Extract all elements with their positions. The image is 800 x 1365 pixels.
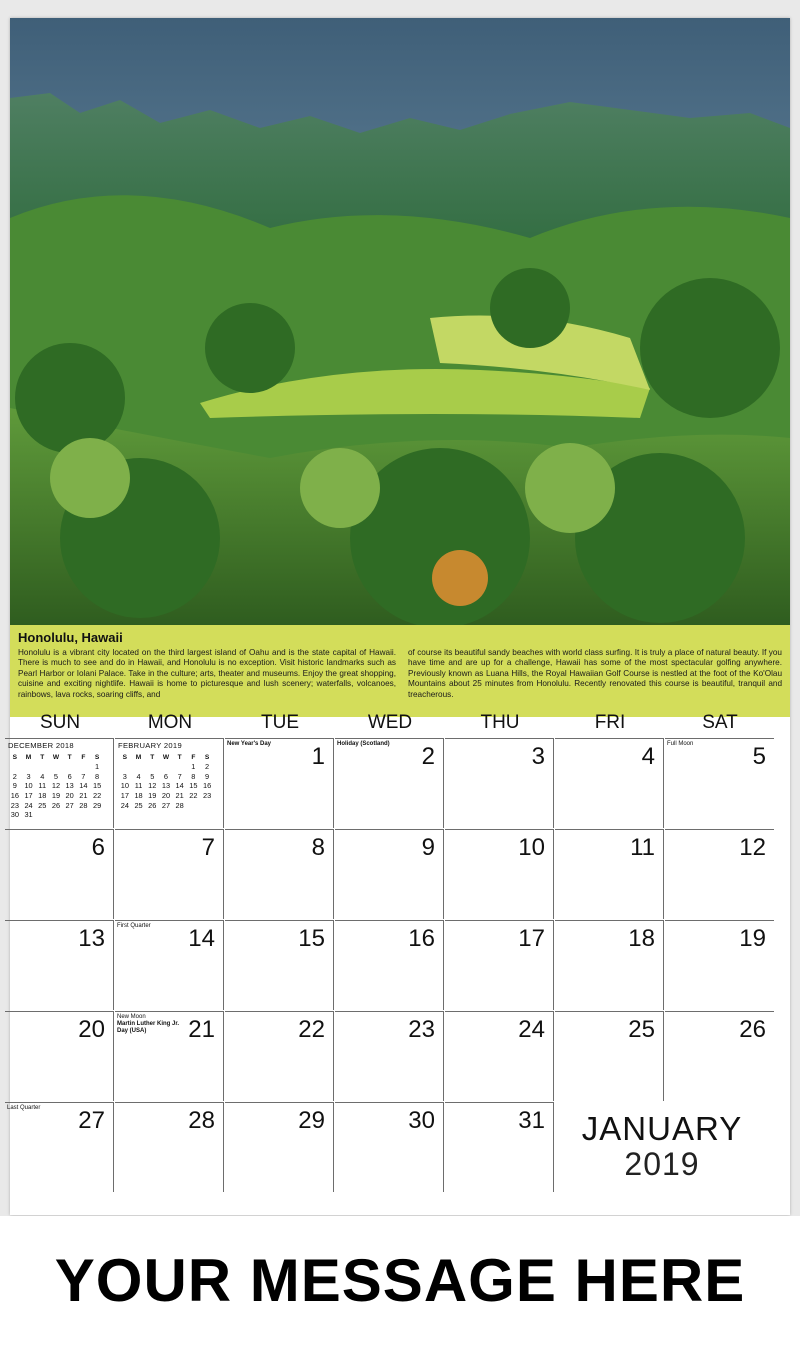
- mini-calendar-day: 6: [67, 771, 72, 781]
- mini-calendar-day: 15: [92, 781, 102, 791]
- mini-calendar-day: 22: [92, 791, 102, 801]
- mini-calendar-day: 28: [175, 800, 184, 810]
- day-number: 27: [78, 1107, 105, 1134]
- day-number: 11: [630, 834, 655, 861]
- day-cell: [115, 829, 224, 919]
- month-label: [552, 1110, 772, 1183]
- mini-calendar-day: 8: [191, 771, 196, 781]
- mini-calendar-day: 24: [120, 800, 129, 810]
- mini-calendar-day: 14: [175, 781, 184, 791]
- day-number: 8: [311, 834, 325, 861]
- mini-calendar-day: 11: [38, 781, 47, 791]
- day-note: [227, 741, 271, 748]
- day-note: [117, 923, 151, 930]
- mini-calendar-day: 1: [191, 762, 196, 772]
- day-number: 18: [628, 925, 655, 952]
- day-number: 22: [298, 1016, 325, 1043]
- mini-calendar-day: 3: [122, 771, 127, 781]
- mini-calendar-day: [200, 800, 214, 810]
- mini-calendar-day: 21: [79, 791, 88, 801]
- day-cell: [5, 1011, 114, 1101]
- mini-calendar-day: 5: [150, 771, 155, 781]
- day-note: [7, 1105, 40, 1112]
- mini-calendar-day: [49, 810, 63, 820]
- mini-calendar-day: 27: [161, 800, 171, 810]
- day-cell: [225, 738, 334, 828]
- mini-calendar-day: 20: [161, 791, 171, 801]
- day-cell: [335, 1102, 444, 1192]
- day-number: 17: [518, 925, 545, 952]
- mini-calendar-day: 21: [175, 791, 184, 801]
- advertising-area: [0, 1216, 800, 1365]
- day-cell: [225, 1102, 334, 1192]
- day-number: 23: [408, 1016, 435, 1043]
- day-number: 31: [518, 1107, 545, 1134]
- mini-calendar-day: 12: [148, 781, 157, 791]
- day-cell: [335, 1011, 444, 1101]
- mini-calendar-day: 10: [24, 781, 33, 791]
- ad-message: YOUR MESSAGE HERE: [54, 1247, 746, 1314]
- mini-calendar-day: 19: [51, 791, 61, 801]
- mini-calendar-day: 28: [79, 800, 88, 810]
- day-cell: [555, 738, 664, 828]
- mini-calendar-day: [63, 810, 77, 820]
- caption-text-right: of course its beautiful sandy beaches with world class surfing. It is truly a place of natural beauty. If you have time and are up for a challenge, Hawaii has some of the most spectacular golfing anywhere. Previously known as Luana Hills, the Royal Hawaiian Golf Course is nestled at the foot of the Ko'Olau Mountains about 25 minutes from Honolulu. Recently renovated this course is beautiful, tranquil and treacherous.: [408, 648, 782, 699]
- mini-calendar-day: 13: [65, 781, 74, 791]
- day-cell: [225, 920, 334, 1010]
- day-cell: [445, 829, 554, 919]
- day-of-week-tue: TUE: [261, 712, 299, 733]
- mini-calendar-weekday: S: [12, 753, 18, 761]
- day-number: 7: [201, 834, 215, 861]
- mini-calendar-weekday: S: [94, 753, 100, 761]
- day-note-text: New Moon: [117, 1014, 146, 1020]
- mini-calendar-day: 2: [205, 762, 210, 772]
- mini-calendar-day: 13: [161, 781, 171, 791]
- mini-calendar-day: 29: [92, 800, 102, 810]
- mini-calendar-day: 20: [65, 791, 74, 801]
- mini-calendar-day: 4: [40, 771, 45, 781]
- mini-calendar-day: 5: [53, 771, 59, 781]
- mini-calendar-day: [132, 762, 146, 772]
- day-cell: [115, 738, 224, 828]
- photo-caption: [10, 625, 790, 717]
- day-note: [117, 1014, 187, 1035]
- day-number: 21: [188, 1016, 215, 1043]
- mini-calendar-weekday: S: [204, 753, 210, 761]
- mini-calendar-day: 31: [24, 810, 33, 820]
- day-number: 14: [188, 925, 215, 952]
- mini-calendar-day: 25: [134, 800, 143, 810]
- mini-calendar-day: 8: [95, 771, 100, 781]
- mini-calendar-day: 18: [134, 791, 143, 801]
- mini-calendar-weekday: F: [191, 753, 196, 761]
- mini-calendar-day: [118, 762, 132, 772]
- day-cell: [225, 1011, 334, 1101]
- mini-calendar-day: [187, 800, 201, 810]
- day-of-week-sat: SAT: [702, 712, 738, 733]
- mini-calendar-day: [145, 762, 159, 772]
- day-number: 29: [298, 1107, 325, 1134]
- mini-calendar-weekday: T: [150, 753, 155, 761]
- day-number: 28: [188, 1107, 215, 1134]
- day-cell: [555, 829, 664, 919]
- day-cell: [445, 1011, 554, 1101]
- mini-calendar-day: 14: [79, 781, 88, 791]
- mini-calendar-weekday: T: [40, 753, 45, 761]
- mini-calendar-weekday: M: [135, 753, 142, 761]
- mini-calendar-mini_prev: [8, 741, 110, 820]
- mini-calendar-title: FEBRUARY 2019: [118, 741, 182, 750]
- mini-calendar-weekday: W: [162, 753, 170, 761]
- day-cell: [335, 738, 444, 828]
- mini-calendar-day: 7: [81, 771, 86, 781]
- day-cell: [335, 920, 444, 1010]
- day-cell: [445, 1102, 554, 1192]
- mini-calendar-day: 11: [134, 781, 143, 791]
- mini-calendar-day: [63, 762, 77, 772]
- day-cell: [5, 1102, 114, 1192]
- mini-calendar-day: 9: [12, 781, 17, 791]
- day-cell: [665, 829, 774, 919]
- day-cell: [445, 920, 554, 1010]
- day-number: 25: [628, 1016, 655, 1043]
- day-number: 10: [518, 834, 545, 861]
- day-cell: [5, 738, 114, 828]
- mini-calendar-day: 1: [95, 762, 100, 772]
- day-cell: [555, 920, 664, 1010]
- day-of-week-mon: MON: [147, 712, 193, 733]
- mini-calendar-day: 12: [51, 781, 61, 791]
- day-number: 12: [739, 834, 766, 861]
- mini-calendar-day: [77, 762, 91, 772]
- day-note-text: Last Quarter: [7, 1105, 41, 1111]
- month-year: 2019: [624, 1146, 700, 1182]
- day-number: 13: [78, 925, 105, 952]
- day-of-week-wed: WED: [367, 712, 413, 733]
- mini-calendar-day: 22: [189, 791, 198, 801]
- mini-calendar-day: 26: [148, 800, 157, 810]
- mini-calendar-day: 3: [26, 771, 31, 781]
- day-cell: [115, 1102, 224, 1192]
- day-note: [667, 741, 693, 748]
- mini-calendar-weekday: T: [67, 753, 72, 761]
- day-cell: [665, 1011, 774, 1101]
- mini-calendar-day: [35, 762, 49, 772]
- day-of-week-thu: THU: [480, 712, 520, 733]
- day-number: 2: [421, 743, 435, 770]
- mini-calendar-day: [77, 810, 91, 820]
- mini-calendar-day: 26: [51, 800, 61, 810]
- mini-calendar-day: 7: [177, 771, 182, 781]
- caption-text-left: Honolulu is a vibrant city located on the third largest island of Oahu and is the state capital of Hawaii. There is much to see and do in Hawaii, and Honolulu is no exception. Visit historic landmarks such as Pearl Harbor or Iolani Palace. Take in the culture; arts, theater and museums. Enjoy the great shopping, cuisine and exciting nightlife. Hawaii is home to picturesque and lush scenery; waterfalls, volcanoes, rainbows, lava rocks, soaring cliffs, and: [18, 648, 396, 699]
- mini-calendar-day: 17: [120, 791, 129, 801]
- day-cell: [335, 829, 444, 919]
- day-cell: [665, 920, 774, 1010]
- mini-calendar-day: 27: [65, 800, 74, 810]
- mini-calendar-day: 25: [38, 800, 47, 810]
- mini-calendar-day: 24: [24, 800, 33, 810]
- month-name: JANUARY: [581, 1110, 743, 1147]
- mini-calendar-day: [8, 762, 22, 772]
- day-number: 9: [421, 834, 435, 861]
- day-number: 19: [739, 925, 766, 952]
- day-cell: [225, 829, 334, 919]
- mini-calendar-day: 9: [205, 771, 210, 781]
- mini-calendar-day: 6: [163, 771, 169, 781]
- day-note: [337, 741, 390, 748]
- day-number: 24: [518, 1016, 545, 1043]
- day-cell: [555, 1011, 664, 1101]
- mini-calendar-day: 10: [120, 781, 129, 791]
- day-cell: [115, 1011, 224, 1101]
- mini-calendar-day: 16: [202, 781, 212, 791]
- day-number: 1: [311, 743, 325, 770]
- day-number: 3: [531, 743, 545, 770]
- day-of-week-header: [5, 712, 775, 738]
- landscape-photo: [10, 18, 790, 625]
- mini-calendar-weekday: M: [25, 753, 32, 761]
- mini-calendar-day: [90, 810, 104, 820]
- mini-calendar-day: [159, 762, 173, 772]
- mini-calendar-weekday: W: [52, 753, 60, 761]
- day-cell: [445, 738, 554, 828]
- day-number: 30: [408, 1107, 435, 1134]
- mini-calendar-weekday: T: [177, 753, 182, 761]
- mini-calendar-weekday: S: [122, 753, 128, 761]
- mini-calendar-day: [173, 762, 187, 772]
- day-cell: [5, 920, 114, 1010]
- day-number: 5: [752, 743, 766, 770]
- mini-calendar-day: [22, 762, 36, 772]
- day-note-holiday: Martin Luther King Jr. Day (USA): [117, 1021, 180, 1034]
- day-cell: [5, 829, 114, 919]
- mini-calendar-weekday: F: [81, 753, 86, 761]
- day-number: 20: [78, 1016, 105, 1043]
- day-number: 26: [739, 1016, 766, 1043]
- mini-calendar-day: 2: [12, 771, 17, 781]
- mini-calendar-title: DECEMBER 2018: [8, 741, 74, 750]
- day-cell: [665, 738, 774, 828]
- day-note-text: New Year's Day: [227, 741, 272, 747]
- mini-calendar-day: 17: [24, 791, 33, 801]
- mini-calendar-day: 4: [136, 771, 141, 781]
- day-note-text: First Quarter: [117, 923, 151, 929]
- day-note-text: Holiday (Scotland): [337, 741, 390, 747]
- day-number: 16: [408, 925, 435, 952]
- mini-calendar-day: 30: [10, 810, 19, 820]
- mini-calendar-mini_next: [118, 741, 220, 810]
- mini-calendar-day: 19: [148, 791, 157, 801]
- day-of-week-fri: FRI: [594, 712, 626, 733]
- mini-calendar-day: 16: [10, 791, 19, 801]
- day-note-text: Full Moon: [667, 741, 694, 747]
- mini-calendar-day: 23: [10, 800, 19, 810]
- day-number: 4: [641, 743, 655, 770]
- mini-calendar-day: 23: [202, 791, 212, 801]
- mini-calendar-day: 18: [38, 791, 47, 801]
- day-of-week-sun: SUN: [39, 712, 81, 733]
- caption-title: Honolulu, Hawaii: [18, 630, 123, 645]
- mini-calendar-day: [35, 810, 49, 820]
- day-cell: [115, 920, 224, 1010]
- day-number: 15: [298, 925, 325, 952]
- day-number: 6: [91, 834, 105, 861]
- mini-calendar-day: [49, 762, 63, 772]
- mini-calendar-day: 15: [189, 781, 198, 791]
